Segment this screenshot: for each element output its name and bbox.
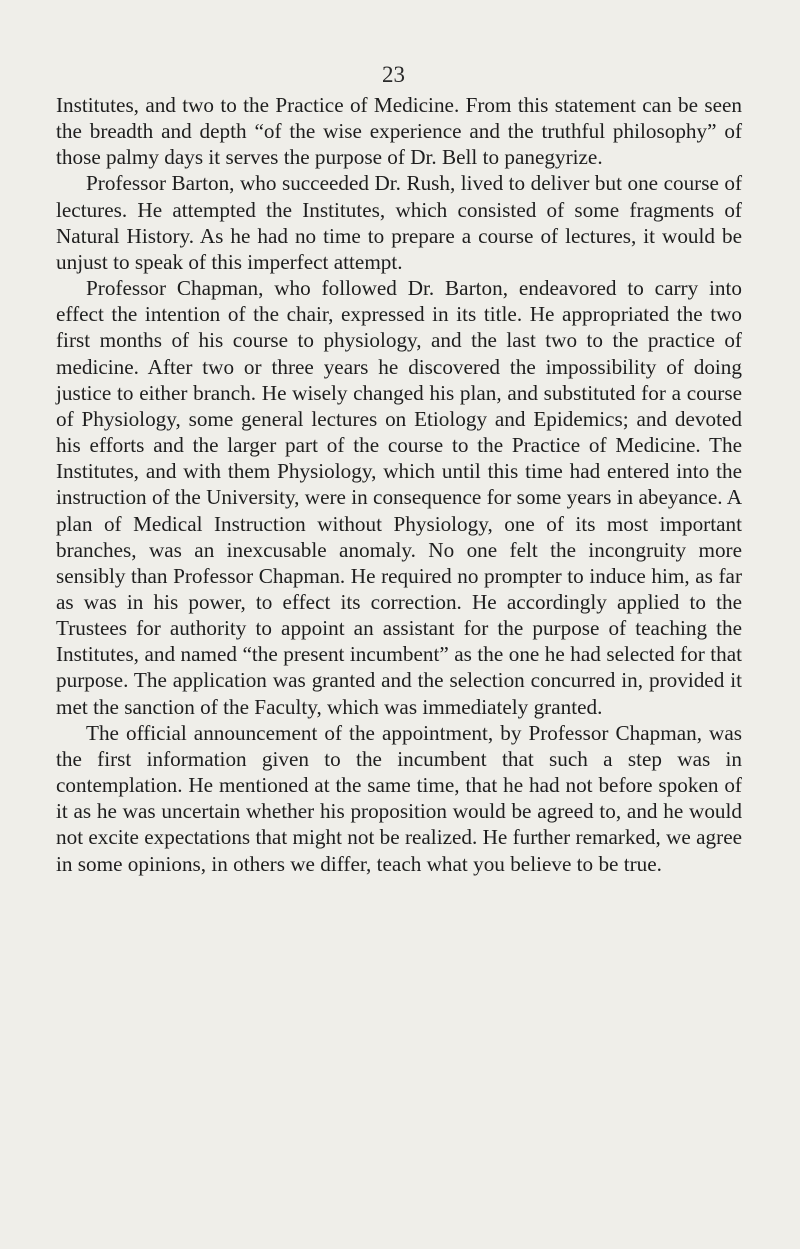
paragraph-4: The official announcement of the appointment, by Professor Chapman, was the first information given to the incumbent that such a step was in contemplation. He mentioned at the same time, that he had not before spoken of it as he was uncertain whether his proposition would be agreed to, and he would not excite expectations that might not be realized. He further remarked, we agree in some opinions, in others we differ, teach what you believe to be true. bbox=[56, 720, 742, 876]
page-number: 23 bbox=[382, 62, 405, 87]
paragraph-2: Professor Barton, who succeeded Dr. Rush, lived to deliver but one course of lectures. He attempted the Institutes, which consisted of some fragments of Natural History. As he had no time to prepare a course of lectures, it would be unjust to speak of this imperfect attempt. bbox=[56, 171, 742, 274]
body-text bbox=[56, 92, 742, 877]
paragraph-1: Institutes, and two to the Practice of Medicine. From this statement can be seen the breadth and depth “of the wise experience and the truthful philosophy” of those palmy days it serves the purpose of Dr. Bell to panegyrize. bbox=[56, 93, 742, 170]
paragraph-3: Professor Chapman, who followed Dr. Barton, endeavored to carry into effect the intention of the chair, expressed in its title. He appropriated the two first months of his course to physiology, and the last two to the practice of medicine. After two or three years he discovered the impossibility of doing justice to either branch. He wisely changed his plan, and substituted for a course of Physiology, some general lectures on Etiology and Epidemics; and devoted his efforts and the larger part of the course to the Practice of Medicine. The Institutes, and with them Physiology, which until this time had entered into the instruction of the University, were in consequence for some years in abeyance. A plan of Medical Instruction without Physiology, one of its most important branches, was an inexcusable anomaly. No one felt the incongruity more sensibly than Professor Chapman. He required no prompter to induce him, as far as was in his power, to effect its correction. He accordingly applied to the Trustees for authority to appoint an assistant for the purpose of teaching the Institutes, and named “the present incumbent” as the one he had selected for that purpose. The application was granted and the selection concurred in, provided it met the sanction of the Faculty, which was immediately granted. bbox=[56, 276, 742, 719]
